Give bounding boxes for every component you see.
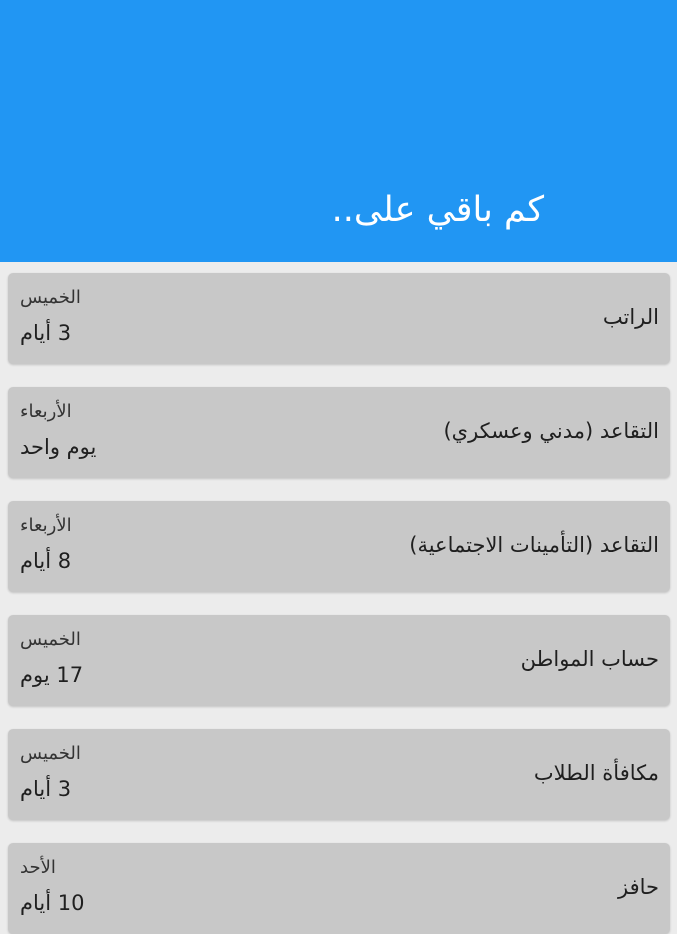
item-remaining: 3 أيام <box>20 777 72 801</box>
item-day: الخميس <box>20 287 81 308</box>
item-title: حافز <box>617 875 659 899</box>
item-remaining: 10 أيام <box>20 891 85 915</box>
app-header <box>0 0 677 262</box>
item-day: الخميس <box>20 743 81 764</box>
list-item-student-allowance[interactable] <box>8 729 670 820</box>
item-remaining: 8 أيام <box>20 549 72 573</box>
list-item-citizen-account[interactable] <box>8 615 670 706</box>
item-day: الأربعاء <box>20 401 72 422</box>
countdown-list <box>0 262 677 915</box>
item-day: الأحد <box>20 857 56 878</box>
item-day: الخميس <box>20 629 81 650</box>
item-title: التقاعد (التأمينات الاجتماعية) <box>409 533 659 557</box>
item-title: التقاعد (مدني وعسكري) <box>443 419 659 443</box>
page-title: كم باقي على.. <box>331 190 544 230</box>
item-title: الراتب <box>602 305 659 329</box>
list-item-retirement-civil-military[interactable] <box>8 387 670 478</box>
item-remaining: 3 أيام <box>20 321 72 345</box>
list-item-hafiz[interactable] <box>8 843 670 934</box>
item-title: مكافأة الطلاب <box>533 761 659 785</box>
list-item-retirement-social-insurance[interactable] <box>8 501 670 592</box>
item-day: الأربعاء <box>20 515 72 536</box>
item-remaining: 17 يوم <box>20 663 84 687</box>
item-remaining: يوم واحد <box>20 435 97 459</box>
list-item-salary[interactable] <box>8 273 670 364</box>
item-title: حساب المواطن <box>520 647 659 671</box>
